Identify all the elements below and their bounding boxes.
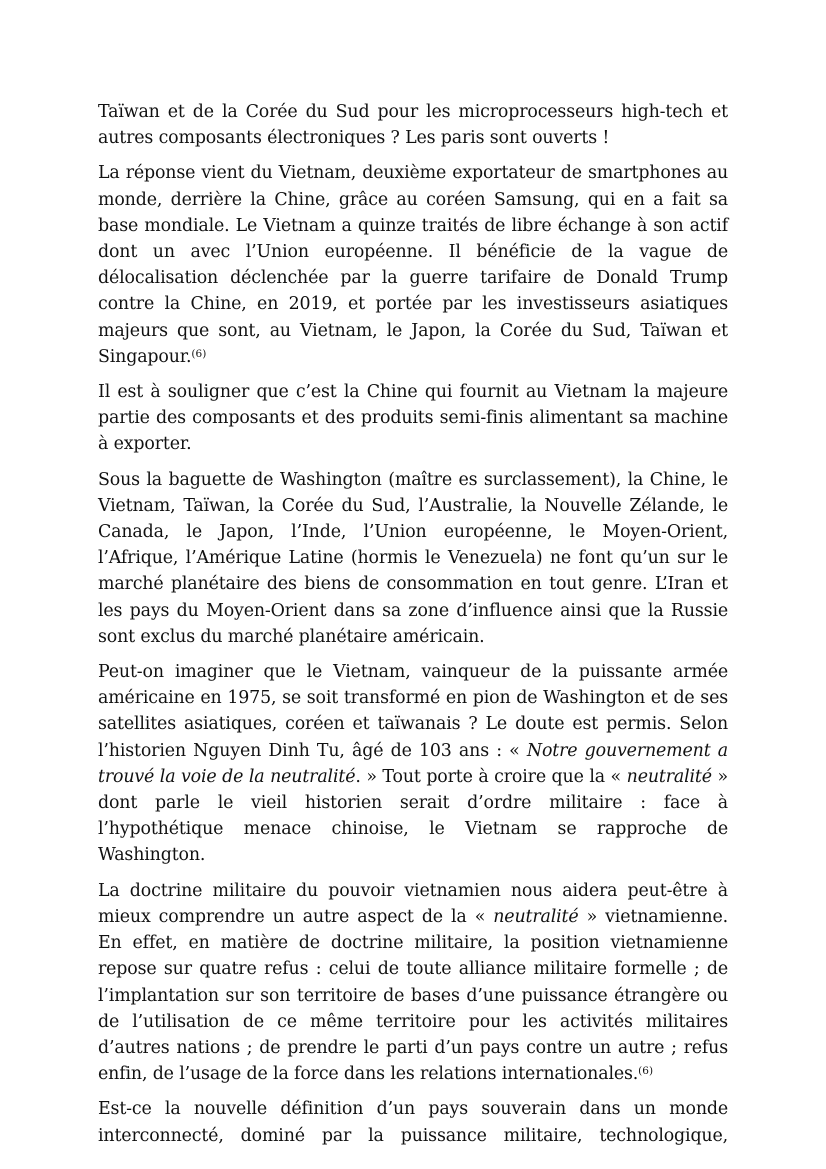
footnote-reference: (6) [638, 1065, 654, 1078]
paragraph-text: » vietnamienne. En effet, en matière de doctrine militaire, la position vietnamienne repose sur quatre refus : celui de toute alliance militaire formelle ; de l’implantation sur son territoire de bases d’une puissance étrangère ou de l’utilisation de ce même territoire pour les activités militaires d’autres nations ; de prendre le parti d’un pays contre un autre ; refus enfin, de l’usage de la force dans les relations internationales. [98, 906, 728, 1085]
paragraph-text: Il est à souligner que c’est la Chine qui fournit au Vietnam la majeure partie des composants et des produits semi-finis alimentant sa machine à exporter. [98, 382, 728, 455]
paragraph [98, 467, 728, 650]
paragraph-text: La doctrine militaire du pouvoir vietnamien nous aidera peut-être à mieux comprendre un autre aspect de la « [98, 880, 728, 927]
paragraph-text: La réponse vient du Vietnam, deuxième exportateur de smartphones au monde, derrière la Chine, grâce au coréen Samsung, qui en a fait sa base mondiale. Le Vietnam a quinze traités de libre échange à son actif dont un avec l’Union européenne. Il bénéficie de la vague de délocalisation déclenchée par la guerre tarifaire de Donald Trump contre la Chine, en 2019, et portée par les investisseurs asiatiques majeurs que sont, au Vietnam, le Japon, la Corée du Sud, Taïwan et Singapour. [98, 163, 728, 367]
paragraph-text: » dont parle le vieil historien serait d’ordre militaire : face à l’hypothétique menace chinoise, le Vietnam se rapproche de Washington. [98, 766, 729, 866]
paragraph-text: Est-ce la nouvelle définition d’un pays souverain dans un monde interconnecté, dominé par la puissance militaire, technologique, [98, 1099, 728, 1146]
paragraph-text: Taïwan et de la Corée du Sud pour les microprocesseurs high-tech et autres composants électroniques ? Les paris sont ouverts ! [98, 102, 728, 149]
quote-text: Notre gouvernement a trouvé la voie de la neutralité [98, 740, 728, 787]
footnote-reference: (6) [191, 347, 207, 360]
document-page [98, 99, 728, 1149]
emphasis-word: neutralité [493, 906, 579, 927]
emphasis-word: neutralité [626, 766, 712, 787]
paragraph-text: Sous la baguette de Washington (maître es surclassement), la Chine, le Vietnam, Taïwan, la Corée du Sud, l’Australie, la Nouvelle Zélande, le Canada, le Japon, l’Inde, l’Union européenne, le Moyen-Orient, l’Afrique, l’Amérique Latine (hormis le Venezuela) ne font qu’un sur le marché planétaire des biens de consommation en tout genre. L’Iran et les pays du Moyen-Orient dans sa zone d’influence ainsi que la Russie sont exclus du marché planétaire américain. [98, 469, 728, 647]
paragraph [98, 379, 728, 458]
paragraph [98, 99, 728, 151]
paragraph [98, 160, 728, 370]
paragraph [98, 1096, 728, 1148]
paragraph-text: . » Tout porte à croire que la « [355, 766, 627, 787]
paragraph [98, 878, 728, 1088]
paragraph [98, 659, 728, 869]
paragraph-text: Peut-on imaginer que le Vietnam, vainqueur de la puissante armée américaine en 1975, se soit transformé en pion de Washington et de ses satellites asiatiques, coréen et taïwanais ? Le doute est permis. Selon l’historien Nguyen Dinh Tu, âgé de 103 ans : « [98, 662, 728, 761]
